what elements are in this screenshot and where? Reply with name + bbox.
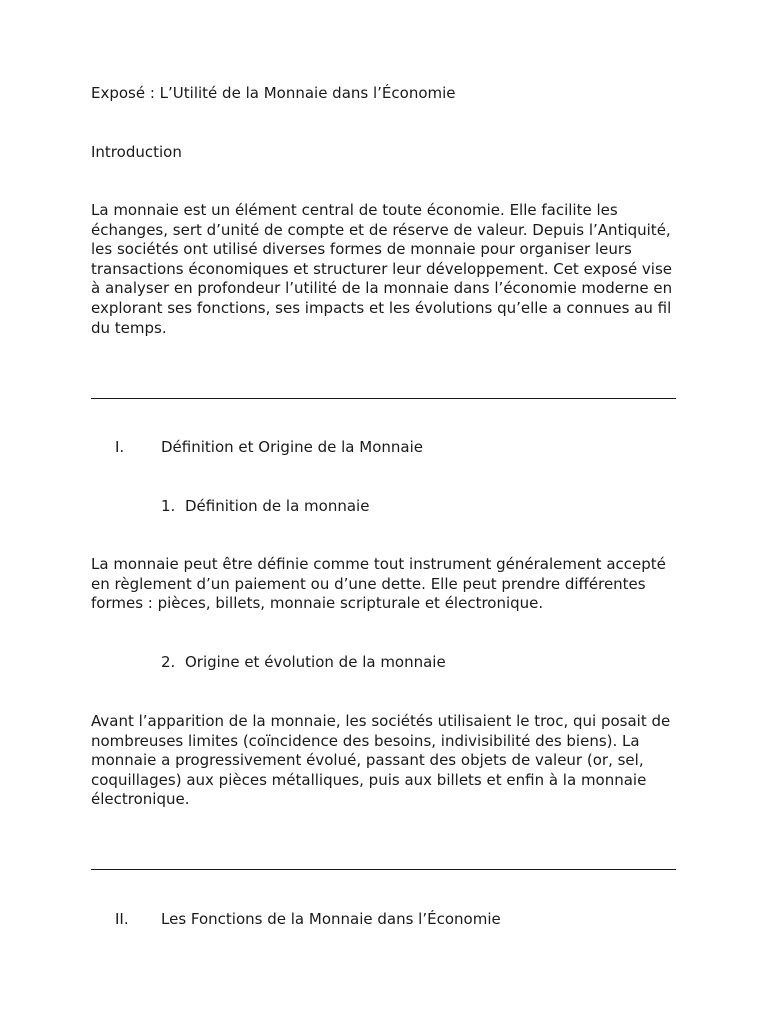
subsection-number: 1. <box>161 497 176 515</box>
subsection-paragraph: La monnaie peut être définie comme tout instrument généralement accepté en règlement d’un paiement ou d’une dette. Elle peut prendre différentes formes : pièces, billets, monnaie scripturale et électronique. <box>91 555 666 613</box>
subsection-title: Origine et évolution de la monnaie <box>185 653 446 671</box>
subsection-title: Définition de la monnaie <box>185 497 370 515</box>
section-number: II. <box>115 910 129 928</box>
section-title: Définition et Origine de la Monnaie <box>161 438 423 456</box>
introduction-paragraph: La monnaie est un élément central de toute économie. Elle facilite les échanges, sert d’unité de compte et de réserve de valeur. Depuis l’Antiquité, les sociétés ont utilisé diverses formes de monnaie pour organiser leurs transactions économiques et structurer leur développement. Cet exposé vise à analyser en profondeur l’utilité de la monnaie dans l’économie moderne en explorant ses fonctions, ses impacts et les évolutions qu’elle a connues au fil du temps. <box>91 201 673 337</box>
document-title: Exposé : L’Utilité de la Monnaie dans l’Économie <box>91 84 456 102</box>
horizontal-divider <box>91 398 676 399</box>
section-number: I. <box>115 438 125 456</box>
horizontal-divider <box>91 869 676 870</box>
subsection-number: 2. <box>161 653 176 671</box>
section-title: Les Fonctions de la Monnaie dans l’Économie <box>161 910 501 928</box>
subsection-paragraph: Avant l’apparition de la monnaie, les sociétés utilisaient le troc, qui posait de nombreuses limites (coïncidence des besoins, indivisibilité des biens). La monnaie a progressivement évolué, passant des objets de valeur (or, sel, coquillages) aux pièces métalliques, puis aux billets et enfin à la monnaie électronique. <box>91 712 671 809</box>
introduction-heading: Introduction <box>91 143 182 161</box>
